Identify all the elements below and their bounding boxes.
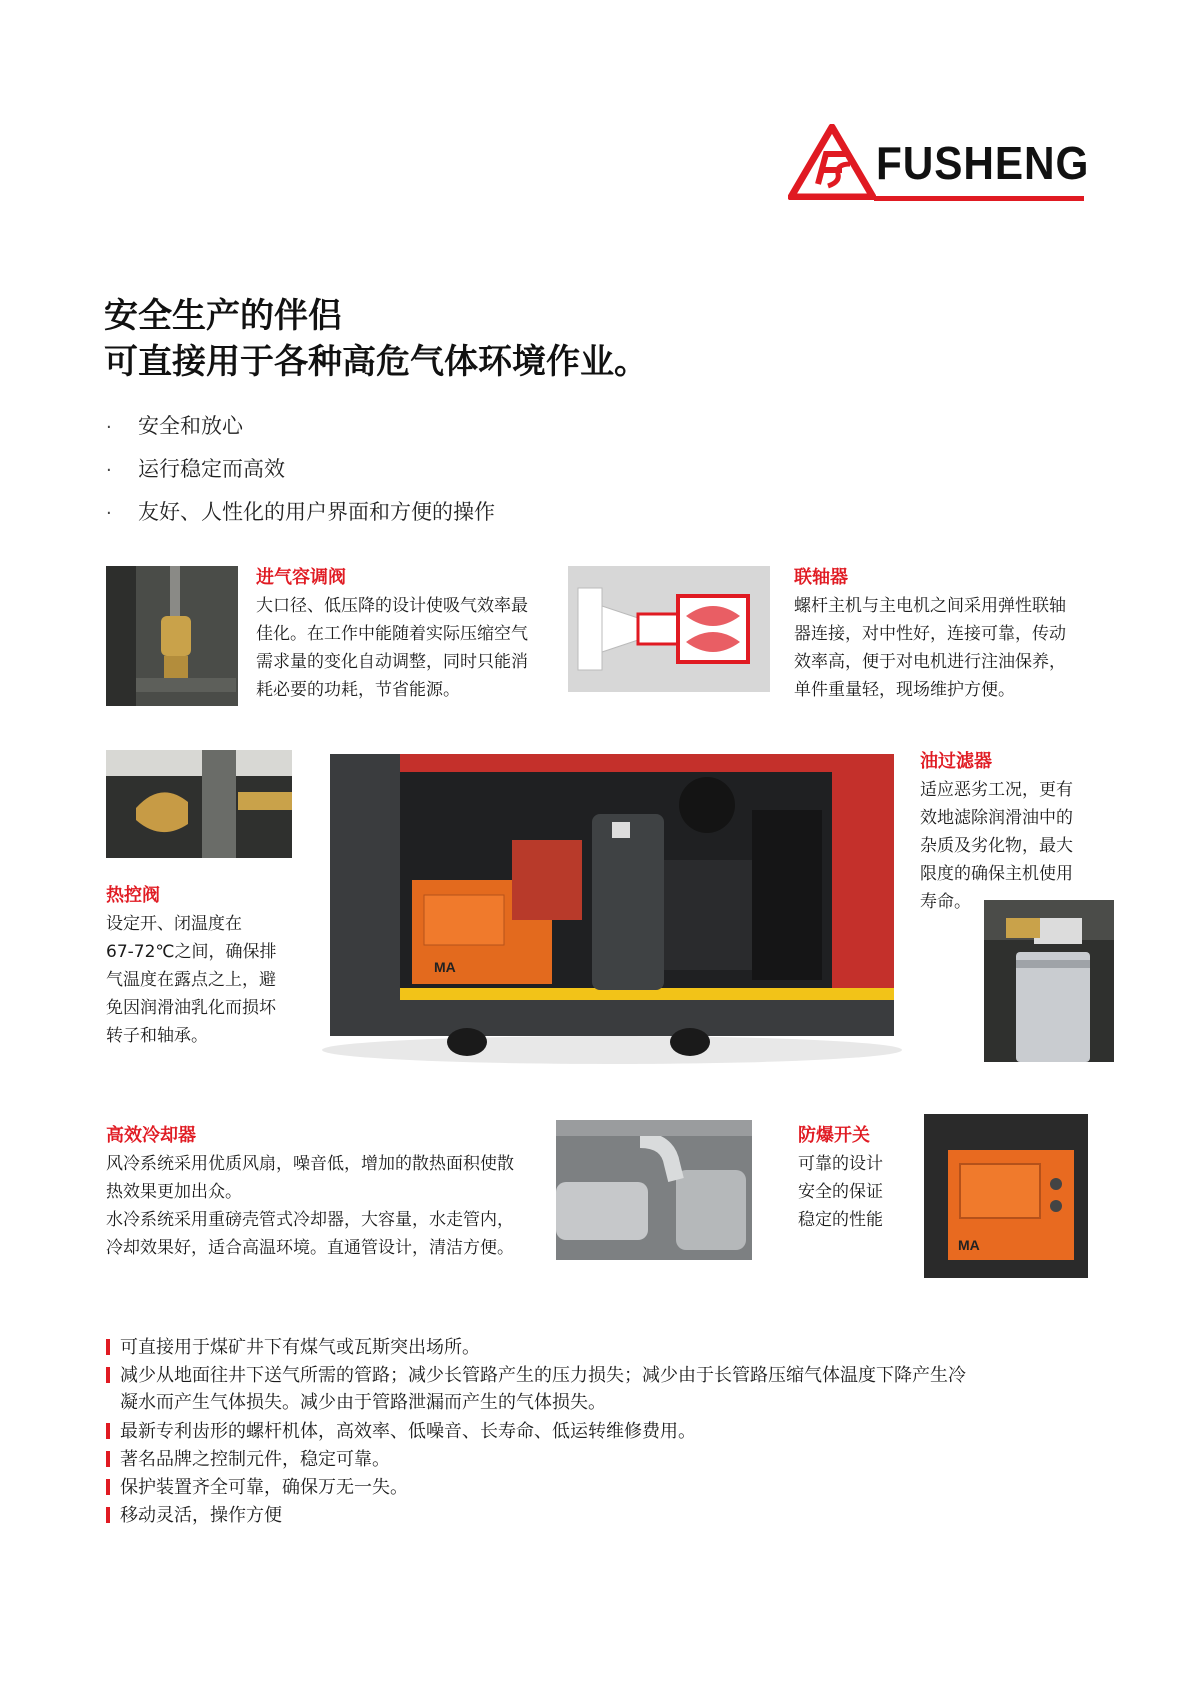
- headline-line-2: 可直接用于各种高危气体环境作业。: [104, 342, 648, 382]
- inlet-valve-text: 大口径、低压降的设计使吸气效率最 佳化。在工作中能随着实际压缩空气 需求量的变化自动调整，同时只能消 耗必要的功耗，节省能源。: [256, 596, 528, 700]
- oil-filter-title: 油过滤器: [920, 751, 992, 772]
- oil-filter-text: 适应恶劣工况，更有 效地滤除润滑油中的 杂质及劣化物，最大 限度的确保主机使用 寿命。: [920, 780, 1073, 912]
- inlet-valve-photo: [106, 566, 238, 706]
- compressor-machine-image: [312, 750, 910, 1066]
- headline-line-1: 安全生产的伴侣: [104, 296, 342, 336]
- fusheng-logo: [788, 120, 1088, 206]
- feature-list-item: 可直接用于煤矿井下有煤气或瓦斯突出场所。: [106, 1334, 480, 1361]
- fs-triangle-logo-icon: [788, 124, 876, 200]
- ma-badge: MA: [958, 1237, 980, 1253]
- coupling-text: 螺杆主机与主电机之间采用弹性联轴 器连接，对中性好，连接可靠，传动 效率高，便于对电机进行注油保养， 单件重量轻，现场维护方便。: [794, 596, 1066, 700]
- cooler-text: 风冷系统采用优质风扇，噪音低，增加的散热面积使散 热效果更加出众。 水冷系统采用重磅壳管式冷却器，大容量，水走管内， 冷却效果好，适合高温环境。直通管设计，清洁方便。: [106, 1154, 514, 1258]
- cooler-title: 高效冷却器: [106, 1125, 196, 1146]
- coupling-title: 联轴器: [794, 567, 848, 588]
- ex-switch-text: 可靠的设计 安全的保证 稳定的性能: [798, 1154, 883, 1230]
- cooler-photo: [556, 1120, 752, 1260]
- brand-underline: [874, 196, 1084, 201]
- ex-switch-photo: [924, 1114, 1088, 1278]
- feature-list-item: 最新专利齿形的螺杆机体，高效率、低噪音、长寿命、低运转维修费用。: [106, 1418, 696, 1445]
- intro-bullet: · 安全和放心: [106, 414, 243, 438]
- ma-badge: MA: [434, 959, 456, 975]
- feature-list-item: 著名品牌之控制元件，稳定可靠。: [106, 1446, 390, 1473]
- thermo-valve-photo: [106, 750, 292, 858]
- brand-name: FUSHENG: [876, 137, 1090, 189]
- feature-list-item: 移动灵活，操作方便: [106, 1502, 282, 1529]
- feature-list-item: 减少从地面往井下送气所需的管路；减少长管路产生的压力损失；减少由于长管路压缩气体温度下降产生冷 凝水而产生气体损失。减少由于管路泄漏而产生的气体损失。: [106, 1362, 1106, 1416]
- thermo-valve-title: 热控阀: [106, 885, 160, 906]
- inlet-valve-title: 进气容调阀: [256, 567, 346, 588]
- oil-filter-photo: [984, 900, 1114, 1062]
- thermo-valve-text: 设定开、闭温度在 67-72℃之间，确保排 气温度在露点之上，避 免因润滑油乳化而损坏 转子和轴承。: [106, 914, 277, 1046]
- feature-list-item: 保护装置齐全可靠，确保万无一失。: [106, 1474, 408, 1501]
- intro-bullet: · 运行稳定而高效: [106, 457, 285, 481]
- ex-switch-title: 防爆开关: [798, 1125, 870, 1146]
- intro-bullet: · 友好、人性化的用户界面和方便的操作: [106, 500, 495, 524]
- coupling-diagram: [568, 566, 770, 692]
